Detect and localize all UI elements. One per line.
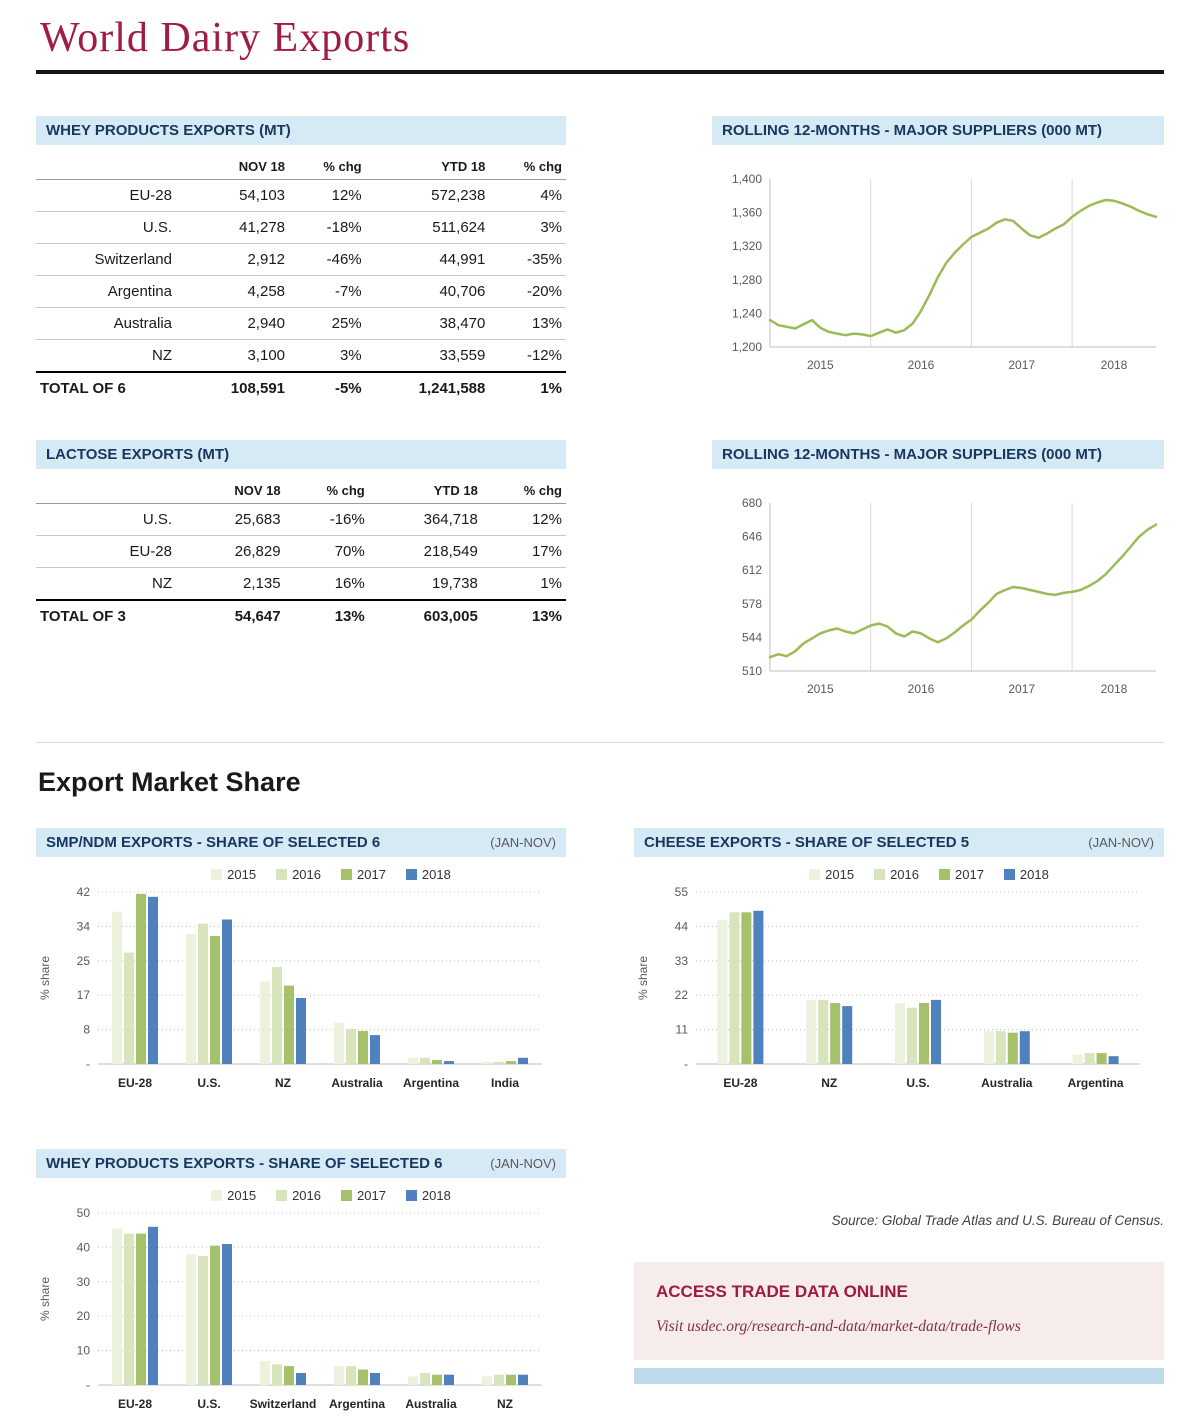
- legend-item: [939, 867, 984, 882]
- cell: 13%: [489, 308, 566, 340]
- y-axis-title: % share: [38, 955, 52, 1001]
- category-label: EU-28: [117, 1076, 153, 1090]
- y-tick-label: 646: [741, 529, 762, 544]
- cell: 19,738: [431, 575, 478, 592]
- row-label: U.S.: [36, 212, 186, 244]
- bar: [444, 1061, 454, 1064]
- bar: [210, 1246, 220, 1385]
- y-tick-label: 42: [76, 885, 90, 899]
- category-label: U.S.: [906, 1076, 930, 1090]
- table-row: [36, 504, 566, 536]
- column-header: % chg: [289, 153, 366, 180]
- cell: 12%: [482, 504, 566, 536]
- row-label: Argentina: [36, 276, 186, 308]
- bar: [842, 1006, 852, 1064]
- legend-item: [1004, 867, 1049, 882]
- bar: [358, 1370, 368, 1386]
- legend-label: 2015: [227, 1188, 257, 1203]
- legend-label: 2016: [292, 867, 321, 882]
- lactose-rolling-canvas: [712, 489, 1164, 701]
- y-tick-label: -: [86, 1057, 90, 1071]
- y-tick-label: 578: [741, 596, 762, 611]
- x-tick-label: 2015: [806, 358, 834, 372]
- whey-share-canvas: [36, 1203, 556, 1417]
- row-label: Switzerland: [36, 244, 186, 276]
- cell: 33,559: [439, 347, 486, 364]
- cell: 2,940: [186, 308, 289, 340]
- smp-chart-period: (JAN-NOV): [490, 835, 556, 850]
- cell: 17%: [482, 536, 566, 568]
- whey-rolling-chart-title: ROLLING 12-MONTHS - MAJOR SUPPLIERS (000 MT): [722, 122, 1103, 139]
- x-tick-label: 2017: [1008, 358, 1036, 372]
- cell: -46%: [289, 244, 366, 276]
- bar: [895, 1003, 905, 1064]
- bar: [370, 1373, 380, 1385]
- cell: -12%: [526, 347, 562, 364]
- category-label: Argentina: [1067, 1076, 1124, 1090]
- cell: 572,238: [366, 180, 490, 212]
- category-label: Argentina: [328, 1397, 386, 1411]
- y-axis-title: % share: [636, 955, 650, 1001]
- whey-table-column: [36, 116, 566, 404]
- chart-legend: [96, 867, 566, 882]
- table-row: [36, 276, 566, 308]
- y-tick-label: 1,240: [731, 306, 762, 321]
- legend-label: 2018: [421, 867, 451, 882]
- whey-exports-section: [36, 116, 1164, 404]
- bar: [296, 998, 306, 1064]
- y-tick-label: 20: [76, 1309, 90, 1324]
- table-row: [36, 340, 566, 373]
- cell: -20%: [489, 276, 566, 308]
- total-label: TOTAL OF 3: [36, 600, 186, 632]
- legend-item: [406, 1188, 451, 1203]
- bar: [186, 934, 196, 1064]
- legend-label: 2018: [1019, 867, 1049, 882]
- legend-label: 2017: [955, 867, 984, 882]
- column-header: [36, 153, 186, 180]
- cell: 16%: [334, 575, 365, 592]
- y-tick-label: 544: [741, 630, 762, 645]
- access-box-title: ACCESS TRADE DATA ONLINE: [656, 1282, 908, 1301]
- source-note: Source: Global Trade Atlas and U.S. Bureau of Census.: [831, 1213, 1164, 1228]
- category-label: Argentina: [402, 1076, 460, 1090]
- y-tick-label: 22: [674, 988, 688, 1003]
- column-header: % chg: [285, 477, 369, 504]
- total-row: [36, 600, 566, 632]
- y-tick-label: 33: [674, 953, 688, 968]
- legend-swatch: [406, 1190, 417, 1201]
- bar: [830, 1003, 840, 1064]
- whey-table-header-strip: [36, 116, 566, 145]
- category-label: NZ: [821, 1076, 838, 1090]
- table-row: [36, 568, 566, 601]
- cell: 108,591: [186, 372, 289, 404]
- y-tick-label: 17: [76, 988, 90, 1003]
- market-share-charts: [36, 828, 1164, 1422]
- page: [36, 14, 1164, 1422]
- cell: 26,829: [186, 536, 285, 568]
- cell: 54,103: [186, 180, 289, 212]
- cell: 3%: [489, 212, 566, 244]
- table-row: [36, 180, 566, 212]
- row-label: NZ: [152, 575, 172, 592]
- legend-label: 2016: [292, 1188, 321, 1203]
- y-tick-label: 25: [76, 953, 90, 968]
- access-trade-data-box: [634, 1262, 1164, 1360]
- table-row: [36, 308, 566, 340]
- bar: [1020, 1031, 1030, 1064]
- bar: [136, 1234, 146, 1385]
- table-row: [36, 536, 566, 568]
- legend-swatch: [341, 869, 352, 880]
- y-tick-label: 1,320: [731, 239, 762, 254]
- bar: [346, 1029, 356, 1064]
- bar: [1008, 1033, 1018, 1064]
- chart-legend: [694, 867, 1164, 882]
- whey-table-title: WHEY PRODUCTS EXPORTS (MT): [46, 122, 291, 139]
- cell: -18%: [289, 212, 366, 244]
- column-header: YTD 18: [366, 153, 490, 180]
- legend-item: [211, 1188, 256, 1203]
- bar: [717, 920, 727, 1064]
- bar: [931, 1000, 941, 1064]
- title-rule: [36, 70, 1164, 74]
- bar: [420, 1373, 430, 1385]
- legend-item: [406, 867, 451, 882]
- y-tick-label: 30: [76, 1274, 90, 1289]
- section-heading: Export Market Share: [38, 767, 301, 797]
- legend-label: 2016: [890, 867, 919, 882]
- legend-swatch: [211, 869, 222, 880]
- x-tick-label: 2018: [1100, 682, 1128, 696]
- lactose-rolling-header-strip: [712, 440, 1164, 469]
- bar: [358, 1031, 368, 1064]
- cell: 41,278: [186, 212, 289, 244]
- cell: -35%: [489, 244, 566, 276]
- legend-item: [276, 867, 321, 882]
- bar: [198, 924, 208, 1064]
- row-label: Australia: [36, 308, 186, 340]
- bar: [907, 1008, 917, 1064]
- bar: [334, 1366, 344, 1385]
- total-row: [36, 372, 566, 404]
- y-tick-label: 612: [741, 563, 762, 578]
- bar: [112, 912, 122, 1064]
- cheese-share-chart: [634, 867, 1164, 1101]
- legend-label: 2018: [421, 1188, 451, 1203]
- whey-share-chart-block: [36, 1149, 566, 1422]
- category-label: Australia: [331, 1076, 383, 1090]
- y-tick-label: 1,360: [731, 205, 762, 220]
- smp-share-canvas: [36, 882, 556, 1096]
- legend-item: [874, 867, 919, 882]
- lactose-table-header-strip: [36, 440, 566, 469]
- bar: [260, 1361, 270, 1385]
- bar: [186, 1254, 196, 1385]
- legend-item: [211, 867, 256, 882]
- cheese-chart-block: [634, 828, 1164, 1101]
- legend-swatch: [276, 869, 287, 880]
- legend-swatch: [276, 1190, 287, 1201]
- bar: [408, 1058, 418, 1064]
- cell: 40,706: [366, 276, 490, 308]
- bar: [482, 1376, 492, 1385]
- bar: [124, 953, 134, 1064]
- cell: 3,100: [247, 347, 286, 364]
- y-tick-label: 8: [83, 1022, 90, 1037]
- bar: [494, 1375, 504, 1385]
- cell: 12%: [289, 180, 366, 212]
- bar: [198, 1256, 208, 1385]
- cell: 13%: [482, 600, 566, 632]
- trade-data-link[interactable]: Visit usdec.org/research-and-data/market-data/trade-flows: [656, 1318, 1021, 1335]
- legend-swatch: [939, 869, 950, 880]
- cheese-share-canvas: [634, 882, 1154, 1096]
- bar: [432, 1375, 442, 1385]
- whey-share-chart-period: (JAN-NOV): [490, 1156, 556, 1171]
- legend-label: 2017: [357, 867, 386, 882]
- lactose-rolling-chart: [712, 489, 1164, 706]
- bar: [210, 936, 220, 1064]
- bar: [148, 1227, 158, 1385]
- y-tick-label: -: [684, 1057, 688, 1071]
- bar: [222, 1244, 232, 1385]
- y-tick-label: 680: [741, 496, 762, 510]
- legend-swatch: [1004, 869, 1015, 880]
- x-tick-label: 2016: [907, 682, 935, 696]
- bar: [420, 1058, 430, 1064]
- row-label: U.S.: [36, 504, 186, 536]
- bar: [272, 1364, 282, 1385]
- whey-share-chart-title: WHEY PRODUCTS EXPORTS - SHARE OF SELECTED 6: [46, 1155, 443, 1172]
- column-header: NOV 18: [186, 153, 289, 180]
- bar: [222, 920, 232, 1065]
- chart-legend: [96, 1188, 566, 1203]
- table-header-row: [36, 477, 566, 504]
- cell: 1%: [489, 372, 566, 404]
- whey-share-chart: [36, 1188, 566, 1422]
- legend-item: [809, 867, 854, 882]
- cell: 218,549: [369, 536, 482, 568]
- legend-swatch: [406, 869, 417, 880]
- footer-blue-bar: [634, 1368, 1164, 1384]
- column-header: [36, 477, 186, 504]
- x-tick-label: 2015: [806, 682, 834, 696]
- lactose-rolling-chart-title: ROLLING 12-MONTHS - MAJOR SUPPLIERS (000 MT): [722, 446, 1103, 463]
- category-label: EU-28: [723, 1076, 758, 1090]
- lactose-exports-section: [36, 440, 1164, 706]
- cell: 38,470: [366, 308, 490, 340]
- bar: [296, 1373, 306, 1385]
- total-label: TOTAL OF 6: [36, 372, 186, 404]
- legend-label: 2017: [357, 1188, 386, 1203]
- x-tick-label: 2016: [907, 358, 935, 372]
- cell: 511,624: [366, 212, 490, 244]
- whey-products-table: [36, 153, 566, 404]
- category-label: Switzerland: [249, 1397, 317, 1411]
- bar: [136, 894, 146, 1064]
- row-label: NZ: [152, 347, 172, 364]
- cell: 54,647: [186, 600, 285, 632]
- bar: [818, 1000, 828, 1064]
- bar: [346, 1366, 356, 1385]
- y-tick-label: 34: [76, 919, 90, 934]
- y-tick-label: 1,280: [731, 272, 762, 287]
- bar: [518, 1375, 528, 1385]
- table-row: [36, 212, 566, 244]
- bar: [494, 1062, 504, 1064]
- smp-share-chart: [36, 867, 566, 1101]
- cell: 25,683: [186, 504, 285, 536]
- smp-chart-block: [36, 828, 566, 1101]
- cell: 2,135: [243, 575, 281, 592]
- column-header: % chg: [482, 477, 566, 504]
- bar: [124, 1234, 134, 1385]
- y-tick-label: 40: [76, 1240, 90, 1255]
- smp-chart-title: SMP/NDM EXPORTS - SHARE OF SELECTED 6: [46, 834, 381, 851]
- cell: 13%: [285, 600, 369, 632]
- y-tick-label: 1,200: [731, 340, 762, 354]
- whey-share-header-strip: [36, 1149, 566, 1178]
- cell: 25%: [289, 308, 366, 340]
- y-tick-label: 510: [741, 664, 762, 678]
- bar: [284, 1366, 294, 1385]
- page-header: [36, 14, 1164, 74]
- section-divider: [36, 742, 1164, 743]
- cell: 603,005: [369, 600, 482, 632]
- trend-line: [770, 200, 1156, 336]
- column-header: % chg: [489, 153, 566, 180]
- category-label: Australia: [981, 1076, 1033, 1090]
- lactose-table: [36, 477, 566, 632]
- bar: [444, 1375, 454, 1385]
- category-label: Australia: [405, 1397, 457, 1411]
- bar: [482, 1062, 492, 1064]
- trend-line: [770, 525, 1156, 658]
- row-label: EU-28: [36, 180, 186, 212]
- bar: [518, 1058, 528, 1064]
- cell: 2,912: [186, 244, 289, 276]
- bar: [1085, 1053, 1095, 1064]
- bar: [506, 1375, 516, 1385]
- y-tick-label: 44: [674, 919, 688, 934]
- whey-rolling-header-strip: [712, 116, 1164, 145]
- bar: [506, 1061, 516, 1064]
- bar: [408, 1376, 418, 1385]
- bar: [919, 1003, 929, 1064]
- table-row: [36, 244, 566, 276]
- y-tick-label: 10: [76, 1343, 90, 1358]
- y-tick-label: -: [86, 1378, 90, 1392]
- cell: -5%: [289, 372, 366, 404]
- x-tick-label: 2018: [1100, 358, 1128, 372]
- legend-label: 2015: [227, 867, 257, 882]
- legend-swatch: [341, 1190, 352, 1201]
- x-tick-label: 2017: [1008, 682, 1036, 696]
- cell: 1%: [540, 575, 562, 592]
- legend-item: [341, 1188, 386, 1203]
- bar: [370, 1035, 380, 1064]
- bar: [1109, 1056, 1119, 1064]
- y-tick-label: 55: [674, 885, 688, 899]
- category-label: EU-28: [117, 1397, 153, 1411]
- cell: -7%: [289, 276, 366, 308]
- bar: [148, 897, 158, 1064]
- table-header-row: [36, 153, 566, 180]
- bar: [432, 1060, 442, 1064]
- y-axis-title: % share: [38, 1276, 52, 1322]
- cell: 44,991: [366, 244, 490, 276]
- bar: [984, 1031, 994, 1064]
- cheese-chart-header-strip: [634, 828, 1164, 857]
- lactose-table-title: LACTOSE EXPORTS (MT): [46, 446, 230, 463]
- legend-swatch: [211, 1190, 222, 1201]
- whey-chart-column: [712, 116, 1164, 404]
- lactose-table-column: [36, 440, 566, 706]
- bar: [806, 1000, 816, 1064]
- bar: [112, 1229, 122, 1386]
- bar: [741, 912, 751, 1064]
- page-title: World Dairy Exports: [40, 15, 411, 61]
- cell: 70%: [285, 536, 369, 568]
- smp-chart-header-strip: [36, 828, 566, 857]
- bar: [1097, 1053, 1107, 1064]
- whey-rolling-canvas: [712, 165, 1164, 377]
- bar: [729, 912, 739, 1064]
- bar: [272, 967, 282, 1064]
- bar: [260, 981, 270, 1064]
- category-label: NZ: [275, 1076, 291, 1090]
- cell: -16%: [285, 504, 369, 536]
- bar: [284, 986, 294, 1064]
- cheese-chart-title: CHEESE EXPORTS - SHARE OF SELECTED 5: [644, 834, 970, 851]
- cell: 3%: [339, 347, 362, 364]
- bar: [996, 1031, 1006, 1064]
- cell: 1,241,588: [366, 372, 490, 404]
- column-header: YTD 18: [369, 477, 482, 504]
- legend-item: [276, 1188, 321, 1203]
- category-label: NZ: [497, 1397, 513, 1411]
- y-tick-label: 11: [675, 1022, 688, 1037]
- category-label: India: [490, 1076, 520, 1090]
- cell: 4%: [489, 180, 566, 212]
- category-label: U.S.: [197, 1076, 221, 1090]
- bar: [334, 1023, 344, 1064]
- whey-rolling-chart: [712, 165, 1164, 382]
- cell: 4,258: [186, 276, 289, 308]
- legend-swatch: [809, 869, 820, 880]
- y-tick-label: 1,400: [731, 172, 762, 186]
- column-header: NOV 18: [186, 477, 285, 504]
- row-label: EU-28: [36, 536, 186, 568]
- lactose-chart-column: [712, 440, 1164, 706]
- legend-item: [341, 867, 386, 882]
- category-label: U.S.: [197, 1397, 221, 1411]
- legend-swatch: [874, 869, 885, 880]
- bar: [1073, 1055, 1083, 1064]
- cheese-chart-period: (JAN-NOV): [1088, 835, 1154, 850]
- bar: [753, 911, 763, 1064]
- legend-label: 2015: [825, 867, 855, 882]
- y-tick-label: 50: [76, 1206, 90, 1220]
- footer-info-block: [634, 1149, 1164, 1422]
- cell: 364,718: [369, 504, 482, 536]
